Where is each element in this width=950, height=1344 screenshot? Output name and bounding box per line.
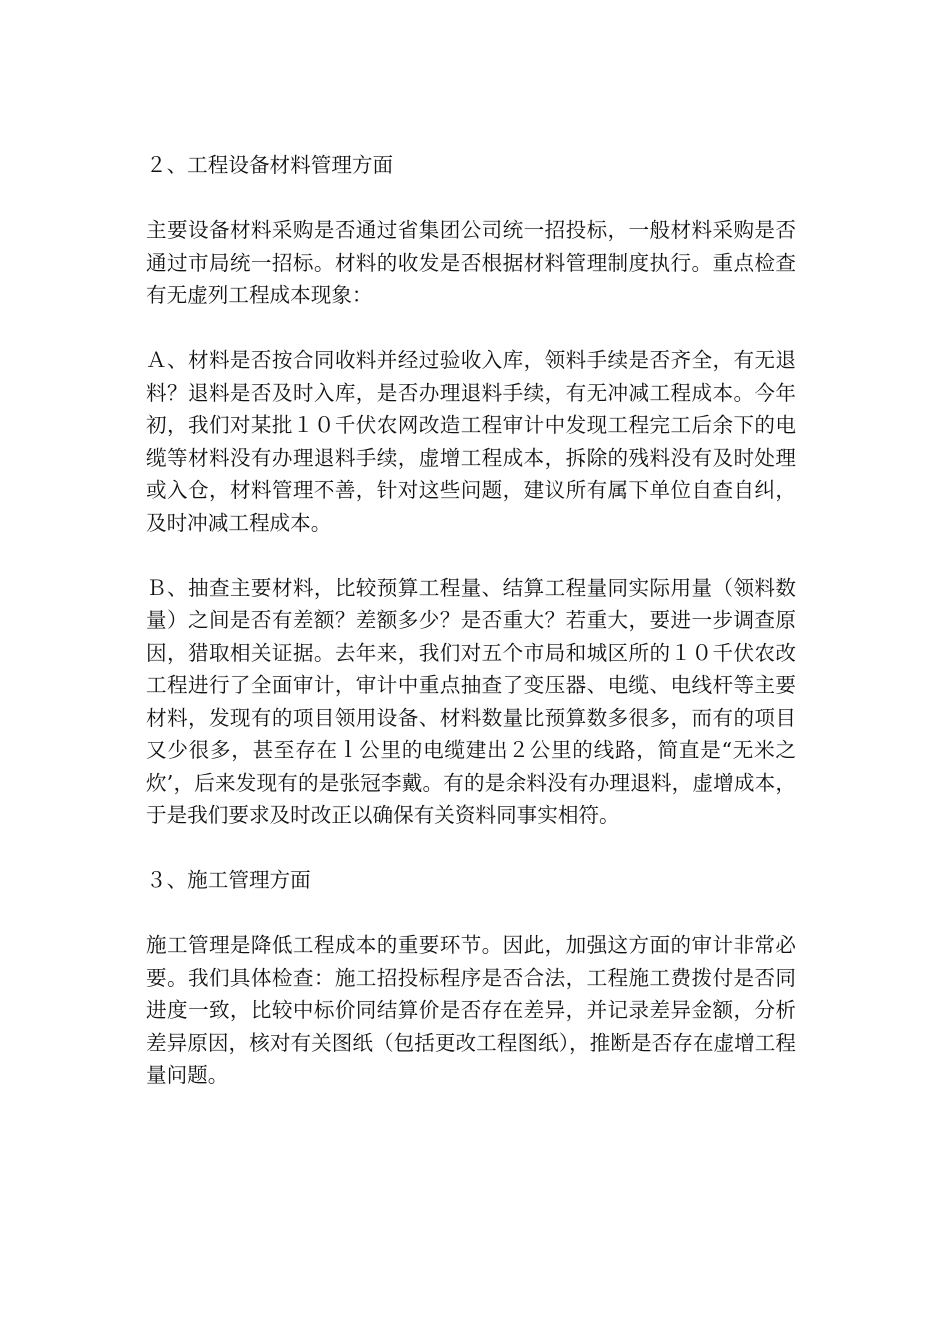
section-heading-2: ２、工程设备材料管理方面 bbox=[146, 153, 394, 177]
document-body bbox=[146, 149, 796, 1092]
paragraph-gap bbox=[146, 312, 796, 345]
paragraph-gap bbox=[146, 832, 796, 865]
paragraph-item-b: Ｂ、抽查主要材料，比较预算工程量、结算工程量同实际用量（领料数量）之间是否有差额？差额多少？是否重大？若重大，要进一步调查原因，猎取相关证据。去年来，我们对五个市局和城区所的１０千伏农改工程进行了全面审计，审计中重点抽查了变压器、电缆、电线杆等主要材料，发现有的项目领用设备、材料数量比预算数多很多，而有的项目又少很多，甚至存在ｌ公里的电缆建出２公里的线路，简直是“无米之炊’，后来发现有的是张冠李戴。有的是余料没有办理退料，虚增成本，于是我们要求及时改正以确保有关资料同事实相符。 bbox=[146, 575, 796, 827]
paragraph-gap bbox=[146, 182, 796, 215]
paragraph-gap bbox=[146, 897, 796, 930]
paragraph-intro: 主要设备材料采购是否通过省集团公司统一招投标，一般材料采购是否通过市局统一招标。材料的收发是否根据材料管理制度执行。重点检查有无虚列工程成本现象： bbox=[146, 218, 796, 307]
paragraph-item-a: Ａ、材料是否按合同收料并经过验收入库，领料手续是否齐全，有无退料？退料是否及时入库，是否办理退料手续，有无冲减工程成本。今年初，我们对某批１０千伏农网改造工程审计中发现工程完工后余下的电缆等材料没有办理退料手续，虚增工程成本，拆除的残料没有及时处理或入仓，材料管理不善，针对这些问题，建议所有属下单位自查自纠，及时冲减工程成本。 bbox=[146, 348, 796, 535]
section-heading-3: ３、施工管理方面 bbox=[146, 868, 311, 892]
paragraph-gap bbox=[146, 539, 796, 572]
paragraph-construction: 施工管理是降低工程成本的重要环节。因此，加强这方面的审计非常必要。我们具体检查：施工招投标程序是否合法，工程施工费拨付是否同进度一致，比较中标价同结算价是否存在差异，并记录差异金额，分析差异原因，核对有关图纸（包括更改工程图纸），推断是否存在虚增工程量问题。 bbox=[146, 933, 796, 1087]
